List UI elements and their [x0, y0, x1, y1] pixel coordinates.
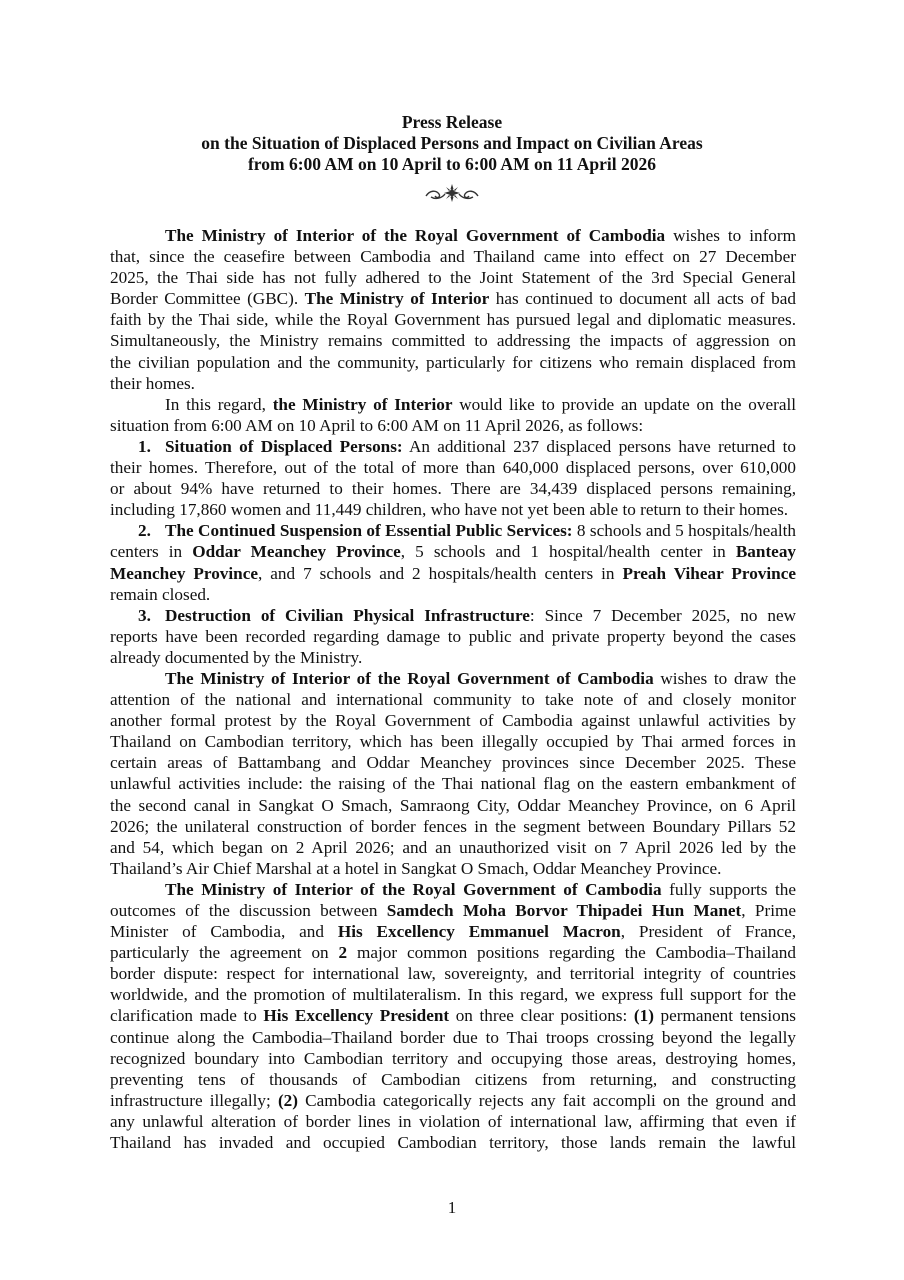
- text-run: and 54, which began on 2 April 2026; and an unauthorized visit on 7 April 2026 led by the: [110, 837, 796, 857]
- text-line: [110, 626, 796, 647]
- text-line: [110, 394, 796, 415]
- text-line: [110, 499, 796, 520]
- text-run: In this regard,: [165, 394, 273, 414]
- bold-text: 2: [338, 943, 348, 963]
- text-line: [110, 647, 796, 668]
- item-number: 1.: [138, 436, 151, 456]
- text-line: [110, 288, 796, 309]
- bold-text: His Excellency Emmanuel Macron: [337, 922, 621, 942]
- text-line: [110, 1048, 796, 1069]
- text-line: [110, 984, 796, 1005]
- ornament-flourish-icon: [422, 183, 482, 203]
- text-run: that, since the ceasefire between Cambodia and Thailand came into effect on 27 December: [110, 247, 796, 267]
- text-run: their homes.: [110, 373, 195, 393]
- text-run: , and 7 schools and 2 hospitals/health centers in: [258, 563, 623, 583]
- text-run: wishes to inform: [665, 226, 796, 245]
- text-line: [110, 563, 796, 584]
- text-run: , Prime: [741, 901, 796, 920]
- numbered-item: [110, 436, 796, 520]
- text-run: faith by the Thai side, while the Royal Government has pursued legal and diplomatic measures.: [110, 310, 796, 330]
- text-run: would like to provide an update on the overall: [452, 394, 797, 414]
- paragraph: [110, 394, 796, 436]
- bold-text: His Excellency President: [263, 1006, 450, 1026]
- bold-text: Situation of Displaced Persons:: [165, 436, 403, 456]
- paragraph: [110, 668, 796, 879]
- paragraph: [110, 225, 796, 394]
- bold-text: The Ministry of Interior of the Royal Government of Cambodia: [165, 879, 662, 899]
- text-line: [110, 1005, 796, 1026]
- bold-text: the Ministry of Interior: [272, 394, 453, 414]
- text-line: [110, 963, 796, 984]
- text-line: [110, 689, 796, 710]
- text-run: Thailand’s Air Chief Marshal at a hotel in Sangkat O Smach, Oddar Meanchey Province.: [110, 858, 722, 878]
- text-run: their homes. Therefore, out of the total of more than 640,000 displaced persons, over 610,000: [110, 458, 796, 478]
- text-line: [110, 921, 796, 942]
- bold-text: Samdech Moha Borvor Thipadei Hun Manet: [386, 901, 742, 920]
- text-run: , President of France,: [620, 922, 796, 942]
- text-line: [110, 668, 796, 689]
- bold-text: Banteay: [735, 542, 796, 562]
- text-line: [110, 267, 796, 288]
- numbered-item: [110, 605, 796, 668]
- item-number: 2.: [138, 521, 151, 541]
- text-line: [110, 773, 796, 794]
- text-run: clarification made to: [110, 1006, 264, 1026]
- text-line: [110, 605, 796, 626]
- text-run: Border Committee (GBC).: [110, 289, 305, 309]
- text-line: [110, 436, 796, 457]
- text-line: [110, 1111, 796, 1132]
- text-run: or about 94% have returned to their homes. There are 34,439 displaced persons remaining,: [110, 479, 796, 499]
- text-run: An additional 237 displaced persons have returned to: [402, 436, 796, 456]
- text-line: [110, 837, 796, 858]
- text-run: Thailand has invaded and occupied Cambodian territory, those lands remain the lawful: [110, 1133, 796, 1153]
- text-line: [110, 457, 796, 478]
- text-run: another formal protest by the Royal Government of Cambodia against unlawful activities by: [110, 711, 796, 731]
- text-line: [110, 309, 796, 330]
- text-line: [110, 710, 796, 731]
- bold-text: Preah Vihear Province: [622, 563, 796, 583]
- page-number: 1: [447, 1198, 457, 1217]
- text-run: , 5 schools and 1 hospital/health center in: [400, 542, 736, 562]
- bold-text: The Ministry of Interior of the Royal Government of Cambodia: [165, 226, 666, 245]
- text-run: reports have been recorded regarding damage to public and private property beyond the cases: [110, 626, 796, 646]
- bold-text: The Ministry of Interior: [304, 289, 490, 309]
- text-line: [110, 858, 796, 879]
- text-run: infrastructure illegally;: [110, 1090, 278, 1110]
- text-run: Thailand on Cambodian territory, which has been illegally occupied by Thai armed forces in: [110, 732, 796, 752]
- text-run: wishes to draw the: [653, 668, 797, 688]
- text-run: 2025, the Thai side has not fully adhered to the Joint Statement of the 3rd Special General: [110, 268, 796, 288]
- text-line: [110, 541, 796, 562]
- text-run: fully supports the: [661, 879, 796, 899]
- text-run: recognized boundary into Cambodian territory and occupying those areas, destroying homes,: [110, 1048, 796, 1068]
- bold-text: (1): [633, 1006, 654, 1026]
- item-number: 3.: [138, 605, 151, 625]
- text-run: remain closed.: [110, 584, 211, 604]
- text-line: [110, 795, 796, 816]
- text-line: [110, 900, 796, 921]
- text-line: [110, 1132, 796, 1153]
- text-run: certain areas of Battambang and Oddar Meanchey provinces since December 2025. These: [110, 753, 796, 773]
- text-line: [110, 942, 796, 963]
- text-line: [110, 879, 796, 900]
- text-run: on three clear positions:: [449, 1006, 634, 1026]
- bold-text: (2): [277, 1090, 298, 1110]
- text-run: worldwide, and the promotion of multilateralism. In this regard, we express full support for the: [110, 985, 796, 1005]
- bold-text: The Ministry of Interior of the Royal Government of Cambodia: [165, 668, 654, 688]
- text-run: 2026; the unilateral construction of border fences in the segment between Boundary Pillars 52: [110, 816, 796, 836]
- numbered-item: [110, 520, 796, 604]
- text-run: particularly the agreement on: [110, 943, 339, 963]
- text-run: centers in: [110, 542, 193, 562]
- text-run: the second canal in Sangkat O Smach, Samraong City, Oddar Meanchey Province, on 6 April: [110, 795, 796, 815]
- text-line: [110, 584, 796, 605]
- text-run: attention of the national and international community to take note of and closely monitor: [110, 690, 796, 710]
- text-run: Minister of Cambodia, and: [110, 922, 338, 942]
- text-run: Cambodia categorically rejects any fait accompli on the ground and: [298, 1090, 796, 1110]
- text-run: including 17,860 women and 11,449 children, who have not yet been able to return to their homes.: [110, 500, 789, 520]
- text-line: [110, 752, 796, 773]
- text-run: has continued to document all acts of bad: [489, 289, 796, 309]
- text-run: situation from 6:00 AM on 10 April to 6:00 AM on 11 April 2026, as follows:: [110, 415, 644, 435]
- text-line: [110, 352, 796, 373]
- text-line: [110, 478, 796, 499]
- text-run: : Since 7 December 2025, no new: [529, 605, 796, 625]
- bold-text: Destruction of Civilian Physical Infrastructure: [165, 605, 530, 625]
- text-run: continue along the Cambodia–Thailand border due to Thai troops crossing beyond the legally: [110, 1027, 796, 1047]
- text-line: [110, 1027, 796, 1048]
- text-line: [110, 816, 796, 837]
- text-run: 8 schools and 5 hospitals/health: [572, 521, 796, 541]
- paragraph: [110, 879, 796, 1153]
- bold-text: Meanchey Province: [110, 563, 258, 583]
- text-run: already documented by the Ministry.: [110, 647, 363, 667]
- text-line: [110, 1069, 796, 1090]
- text-run: border dispute: respect for international law, sovereignty, and territorial integrity of countries: [110, 964, 796, 984]
- text-line: [110, 731, 796, 752]
- bold-text: Oddar Meanchey Province: [192, 542, 401, 562]
- text-line: [110, 1090, 796, 1111]
- press-release-body: [110, 225, 796, 1153]
- text-line: [110, 330, 796, 351]
- bold-text: The Continued Suspension of Essential Public Services:: [165, 521, 573, 541]
- press-release-subtitle: on the Situation of Displaced Persons and Impact on Civilian Areas: [201, 133, 703, 153]
- text-run: major common positions regarding the Cambodia–Thailand: [347, 943, 796, 963]
- press-release-title: Press Release: [401, 112, 503, 132]
- text-line: [110, 246, 796, 267]
- text-run: unlawful activities include: the raising of the Thai national flag on the eastern embankment of: [110, 774, 796, 794]
- text-line: [110, 373, 796, 394]
- text-run: preventing tens of thousands of Cambodian citizens from returning, and constructing: [110, 1069, 796, 1089]
- text-run: outcomes of the discussion between: [110, 901, 387, 920]
- text-line: [110, 415, 796, 436]
- press-release-date-range: from 6:00 AM on 10 April to 6:00 AM on 11 April 2026: [247, 154, 656, 174]
- text-line: [110, 225, 796, 246]
- text-run: any unlawful alteration of border lines in violation of international law, affirming that even if: [110, 1111, 796, 1131]
- text-run: the civilian population and the community, particularly for citizens who remain displaced from: [110, 352, 796, 372]
- text-run: permanent tensions: [653, 1006, 796, 1026]
- text-run: Simultaneously, the Ministry remains committed to addressing the impacts of aggression on: [110, 331, 796, 351]
- text-line: [110, 520, 796, 541]
